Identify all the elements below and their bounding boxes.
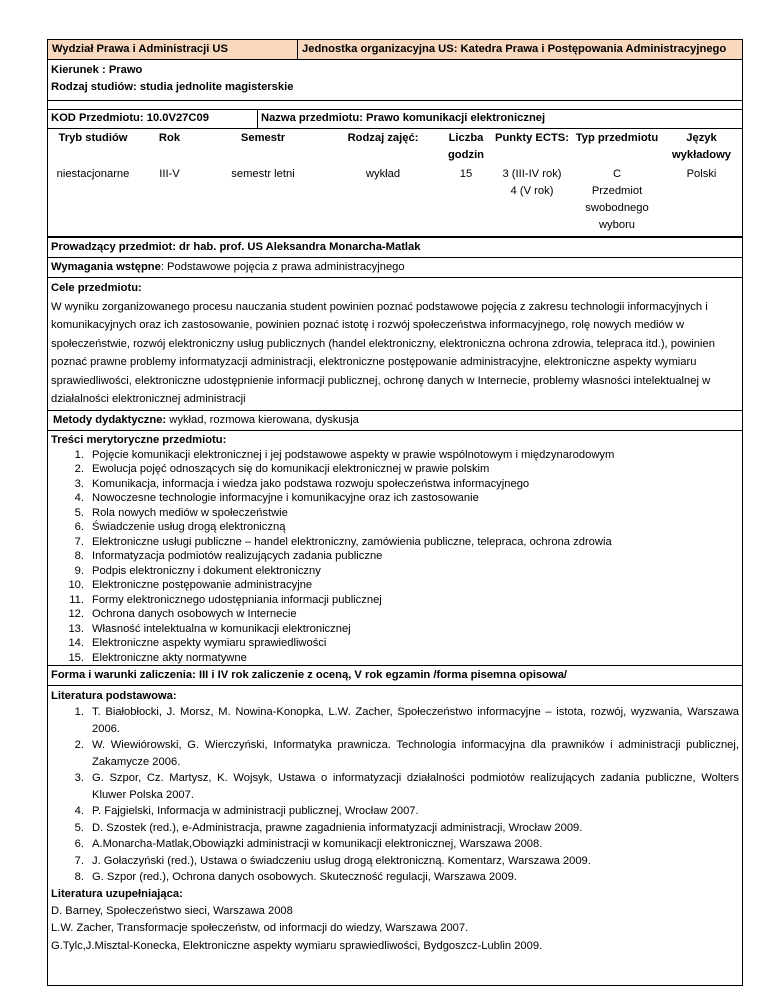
content-item: [51, 564, 739, 579]
item-number: 5.: [74, 821, 84, 834]
content-item-text: Komunikacja, informacja i wiedza jako podstawa rozwoju społeczeństwa informacyjnego: [92, 477, 530, 490]
content-item: [51, 535, 739, 550]
value-jezyk: Polski: [686, 168, 717, 180]
header-semestr: Semestr: [240, 132, 286, 144]
literature-item: [51, 836, 739, 853]
content-item-text: Rola nowych mediów w społeczeństwie: [92, 506, 288, 519]
item-number: 1.: [74, 706, 84, 718]
course-name: Nazwa przedmiotu: Prawo komunikacji elektronicznej: [261, 112, 546, 124]
item-number: 11.: [69, 593, 84, 606]
content-item: [51, 520, 739, 535]
value-typ-1: C: [612, 168, 622, 180]
methods-label: Metody dydaktyczne:: [53, 413, 167, 426]
content-item: [51, 448, 739, 463]
literature-supp-label: Literatura uzupełniająca:: [51, 887, 183, 900]
course-syllabus: [47, 39, 743, 986]
item-number: 2.: [74, 463, 84, 475]
header-rodzaj: Rodzaj zajęć:: [347, 132, 419, 144]
literature-supp-item: D. Barney, Społeczeństwo sieci, Warszawa 2008: [51, 904, 293, 917]
literature-item-text: A.Monarcha-Matlak,Obowiązki administracji w komunikacji elektronicznej, Warszawa 2008.: [92, 838, 543, 850]
value-typ-4: wyboru: [598, 219, 636, 231]
goals-text: W wyniku zorganizowanego procesu nauczania student powinien poznać podstawowe pojęcia z zakresu technologii informacyjnych i komunikacyjnych oraz ich zastosowanie, powinien poznać istotę i rozwój społeczeństwa informacyjnego, rolę nowych mediów w społeczeństwie, rozwój elektroniczny usług publicznych (handel elektroniczny, elektroniczna ochrona zdrowia, telepraca itd.), powinien poznać prawne problemy informatyzacji administracji, elektroniczne postępowanie administracyjne, elektroniczne aspekty wymiaru sprawiedliwości, elektroniczne udostępnienie informacji publicznej, ochronę danych w Internecie, problemy własności intelektualnej w działalności elektronicznej administracji: [51, 300, 715, 405]
content-list: [51, 448, 739, 666]
literature-item: [51, 869, 739, 886]
literature-item-text: G. Szpor, Cz. Martysz, K. Wojsyk, Ustawa o informatyzacji działalności podmiotów realizujących zadania publiczne, Wolters Kluwer Polska 2007.: [92, 772, 739, 801]
item-number: 10.: [68, 579, 84, 591]
content-item-text: Ewolucja pojęć odnoszących się do komunikacji elektronicznej w prawie polskim: [92, 463, 490, 475]
item-number: 3.: [74, 772, 84, 784]
value-rok: III-V: [159, 168, 180, 180]
methods-text: wykład, rozmowa kierowana, dyskusja: [166, 413, 359, 426]
prerequisites: [47, 258, 743, 278]
item-number: 8.: [74, 550, 84, 562]
literature-item-text: G. Szpor (red.), Ochrona danych osobowych. Skuteczność regulacji, Warszawa 2009.: [92, 871, 517, 883]
content-item-text: Elektroniczne aspekty wymiaru sprawiedliwości: [92, 637, 327, 649]
faculty-name: Wydział Prawa i Administracji US: [48, 40, 298, 59]
content-item: [51, 593, 739, 608]
value-semestr: semestr letni: [231, 168, 295, 180]
item-number: 12.: [68, 608, 84, 620]
item-number: 6.: [74, 521, 84, 533]
item-number: 4.: [74, 492, 84, 504]
field-of-study: Kierunek : Prawo: [51, 64, 143, 76]
course-id-row: [48, 110, 742, 129]
assessment: Forma i warunki zaliczenia: III i IV rok zaliczenie z oceną, V rok egzamin /forma pisemna opisowa/: [47, 666, 743, 686]
item-number: 6.: [74, 838, 84, 850]
content-item: [51, 636, 739, 651]
item-number: 7.: [74, 854, 84, 867]
item-number: 1.: [74, 448, 84, 461]
item-number: 4.: [74, 805, 84, 817]
item-number: 3.: [74, 477, 84, 490]
item-number: 9.: [74, 564, 84, 577]
value-tryb: niestacjonarne: [56, 168, 130, 180]
literature-item: [51, 853, 739, 870]
literature-item: [51, 820, 739, 837]
literature-item-text: T. Białobłocki, J. Morsz, M. Nowina-Konopka, L.W. Zacher, Społeczeństwo informacyjne – istota, rozwój, wyzwania, Warszawa 2006.: [92, 706, 739, 735]
literature-supp-item: L.W. Zacher, Transformacje społeczeństw, od informacji do wiedzy, Warszawa 2007.: [51, 922, 469, 934]
spacer: [47, 101, 743, 109]
literature-item: [51, 803, 739, 820]
content-item-text: Elektroniczne postępowanie administracyjne: [92, 579, 313, 591]
content-item-text: Własność intelektualna w komunikacji elektronicznej: [92, 622, 351, 635]
header-typ: Typ przedmiotu: [575, 132, 659, 144]
study-info: [47, 60, 743, 101]
content-item-text: Świadczenie usług drogą elektroniczną: [92, 521, 286, 533]
value-rodzaj: wykład: [365, 168, 401, 180]
course-goals: [47, 278, 743, 411]
content-item: [51, 462, 739, 477]
content-item: [51, 651, 739, 666]
prerequisites-text: : Podstawowe pojęcia z prawa administracyjnego: [160, 261, 405, 273]
literature: [47, 686, 743, 986]
literature-basic-list: [51, 704, 739, 886]
prerequisites-label: Wymagania wstępne: [51, 261, 161, 273]
header-row: [47, 39, 743, 60]
header-jezyk: Język wykładowy: [671, 132, 732, 161]
item-number: 2.: [74, 739, 84, 751]
teaching-methods: [47, 411, 743, 431]
literature-item-text: W. Wiewiórowski, G. Wierczyński, Informatyka prawnicza. Technologia informacyjna dla prawników i administracji publicznej, Zakamycze 2006.: [92, 739, 739, 768]
literature-item-text: J. Gołaczyński (red.), Ustawa o świadczeniu usług drogą elektroniczną. Komentarz, Warszawa 2009.: [92, 854, 591, 867]
header-liczba: Liczba godzin: [447, 132, 485, 161]
content-item-text: Elektroniczne akty normatywne: [92, 651, 247, 664]
value-typ-2: Przedmiot: [591, 185, 643, 197]
value-typ-3: swobodnego: [585, 202, 649, 214]
value-liczba: 15: [459, 168, 473, 180]
value-ects-2: 4 (V rok): [510, 185, 554, 197]
grid-headers: [48, 129, 742, 164]
content-item: [51, 607, 739, 622]
content-item-text: Formy elektronicznego udostępniania informacji publicznej: [92, 593, 382, 606]
grid-values: [48, 164, 742, 236]
item-number: 15.: [68, 651, 84, 664]
literature-supp-list: [51, 903, 739, 956]
lecturer: Prowadzący przedmiot: dr hab. prof. US Aleksandra Monarcha-Matlak: [47, 237, 743, 258]
organizational-unit: Jednostka organizacyjna US: Katedra Prawa i Postępowania Administracyjnego: [298, 40, 742, 59]
content-item-text: Pojęcie komunikacji elektronicznej i jej podstawowe aspekty w prawie wspólnotowym i międzynarodowym: [92, 448, 615, 461]
item-number: 5.: [74, 506, 84, 519]
content-item-text: Ochrona danych osobowych w Internecie: [92, 608, 297, 620]
content-item: [51, 549, 739, 564]
literature-item: [51, 770, 739, 803]
literature-basic-label: Literatura podstawowa:: [51, 690, 177, 702]
value-ects-1: 3 (III-IV rok): [502, 168, 562, 180]
content-item-text: Nowoczesne technologie informacyjne i komunikacyjne oraz ich zastosowanie: [92, 492, 479, 504]
goals-label: Cele przedmiotu:: [51, 282, 142, 294]
item-number: 14.: [68, 637, 84, 649]
content-item: [51, 578, 739, 593]
value-ects: [491, 166, 573, 234]
header-ects: Punkty ECTS:: [495, 132, 569, 144]
course-content: [47, 431, 743, 667]
header-tryb: Tryb studiów: [58, 132, 128, 144]
course-code: KOD Przedmiotu: 10.0V27C09: [48, 110, 258, 128]
literature-supp-item: G.Tylc,J.Misztal-Konecka, Elektroniczne aspekty wymiaru sprawiedliwości, Bydgoszcz-Lublin 2009.: [51, 939, 543, 952]
content-item: [51, 622, 739, 637]
content-item-text: Podpis elektroniczny i dokument elektroniczny: [92, 564, 321, 577]
item-number: 8.: [74, 871, 84, 883]
content-label: Treści merytoryczne przedmiotu:: [51, 433, 227, 446]
content-item-text: Informatyzacja podmiotów realizujących zadania publiczne: [92, 550, 383, 562]
literature-item-text: P. Fajgielski, Informacja w administracji publicznej, Wrocław 2007.: [92, 805, 419, 817]
course-table: [47, 109, 743, 237]
study-type: Rodzaj studiów: studia jednolite magisterskie: [51, 81, 294, 93]
literature-item: [51, 704, 739, 737]
value-typ: [573, 166, 661, 234]
content-item: [51, 477, 739, 492]
literature-item-text: D. Szostek (red.), e-Administracja, prawne zagadnienia informatyzacji administracji, Wrocław 2009.: [92, 821, 583, 834]
item-number: 7.: [74, 535, 84, 548]
item-number: 13.: [68, 622, 84, 635]
content-item: [51, 506, 739, 521]
content-item: [51, 491, 739, 506]
header-rok: Rok: [158, 132, 181, 144]
literature-item: [51, 737, 739, 770]
content-item-text: Elektroniczne usługi publiczne – handel elektroniczny, zamówienia publiczne, telepraca, ochrona zdrowia: [92, 535, 612, 548]
